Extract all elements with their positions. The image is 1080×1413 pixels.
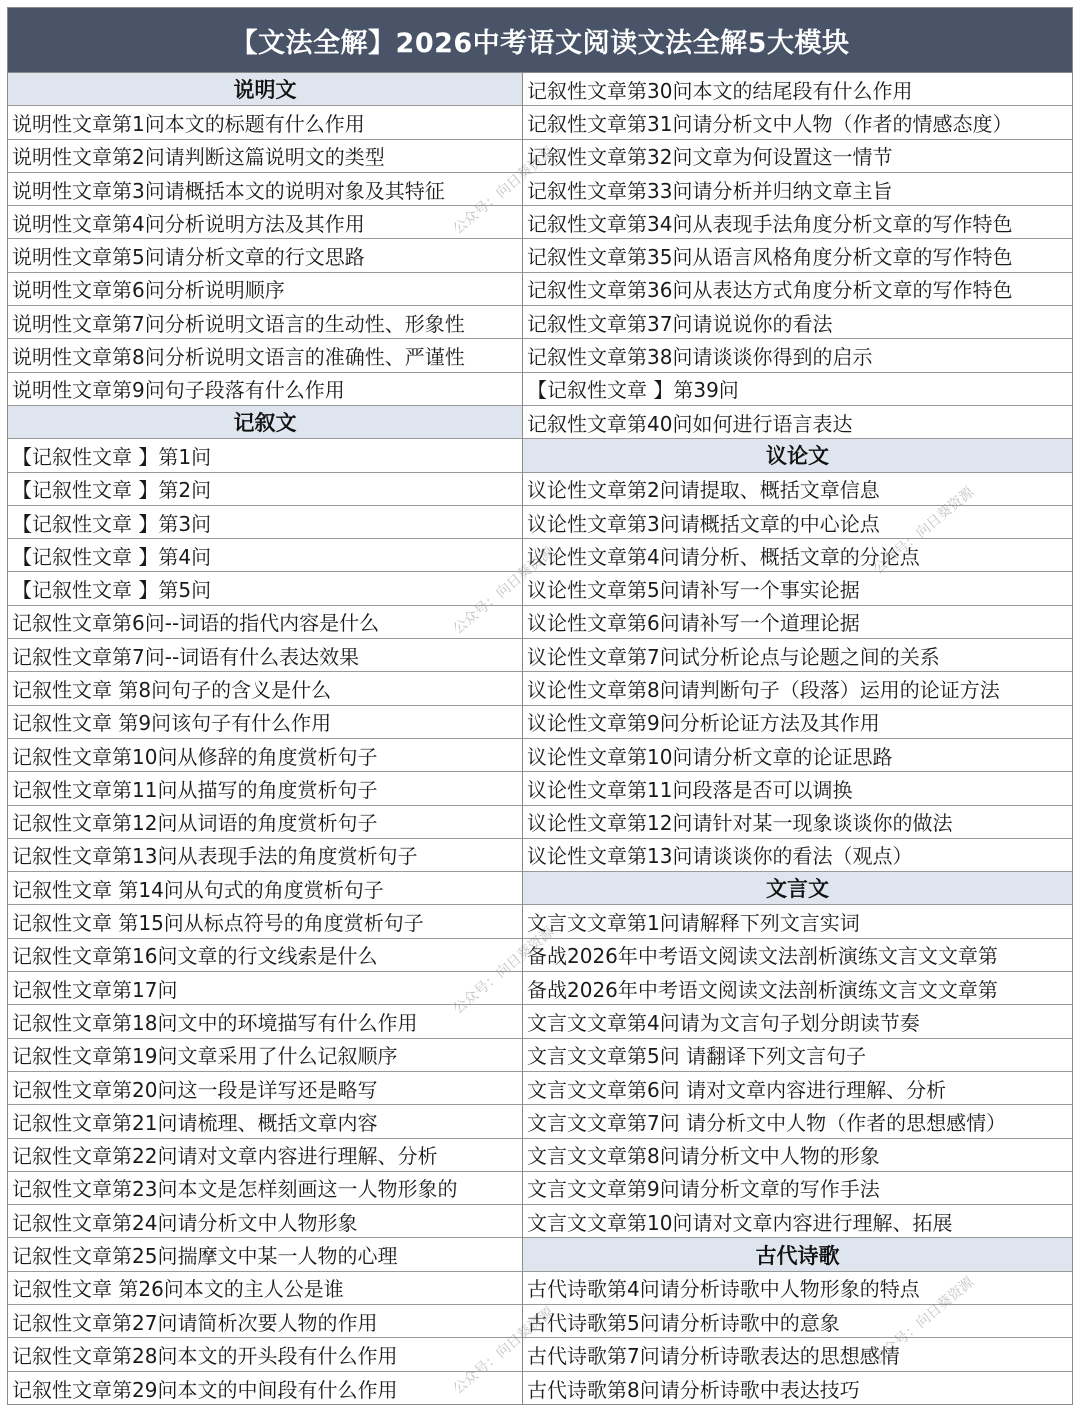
table-row: 文言文文章第4问请为文言句子划分朗读节奏 (523, 1005, 1072, 1038)
table-row: 记叙性文章第35问从语言风格角度分析文章的写作特色 (523, 239, 1072, 272)
table-row: 记叙性文章 第8问句子的含义是什么 (8, 672, 522, 705)
table-row: 说明性文章第9问句子段落有什么作用 (8, 373, 522, 406)
watermark-text: 公众号：向日葵资源 (450, 144, 558, 238)
table-row: 【记叙性文章 】第5问 (8, 572, 522, 605)
table-row: 记叙性文章第36问从表达方式角度分析文章的写作特色 (523, 273, 1072, 306)
left-column (8, 73, 523, 1405)
watermark-text: 公众号：向日葵资源 (450, 1304, 558, 1398)
watermark-text: 公众号：向日葵资源 (450, 924, 558, 1018)
table-row: 【记叙性文章 】第39问 (523, 373, 1072, 406)
table-row: 议论性文章第11问段落是否可以调换 (523, 772, 1072, 805)
table-row: 记叙性文章第33问请分析并归纳文章主旨 (523, 173, 1072, 206)
table-row: 记叙性文章第27问请简析次要人物的作用 (8, 1305, 522, 1338)
table-row: 文言文文章第7问 请分析文中人物（作者的思想感情） (523, 1105, 1072, 1138)
table-row: 议论性文章第8问请判断句子（段落）运用的论证方法 (523, 672, 1072, 705)
table-row: 文言文文章第1问请解释下列文言实词 (523, 905, 1072, 938)
watermark-text: 公众号：向日葵资源 (450, 544, 558, 638)
table-row: 说明性文章第6问分析说明顺序 (8, 273, 522, 306)
table-row: 议论性文章第4问请分析、概括文章的分论点 (523, 539, 1072, 572)
table-row: 备战2026年中考语文阅读文法剖析演练文言文文章第 (523, 939, 1072, 972)
table-row: 记叙性文章第40问如何进行语言表达 (523, 406, 1072, 439)
section-header: 说明文 (8, 73, 522, 106)
table-row: 记叙性文章第11问从描写的角度赏析句子 (8, 772, 522, 805)
table-row: 文言文文章第6问 请对文章内容进行理解、分析 (523, 1072, 1072, 1105)
table-row: 【记叙性文章 】第1问 (8, 439, 522, 472)
table-row: 说明性文章第2问请判断这篇说明文的类型 (8, 140, 522, 173)
table-row: 【记叙性文章 】第4问 (8, 539, 522, 572)
table-row: 议论性文章第5问请补写一个事实论据 (523, 572, 1072, 605)
table-row: 议论性文章第13问请谈谈你的看法（观点） (523, 839, 1072, 872)
table-row: 议论性文章第10问请分析文章的论证思路 (523, 739, 1072, 772)
table-row: 议论性文章第7问试分析论点与论题之间的关系 (523, 639, 1072, 672)
table-row: 议论性文章第3问请概括文章的中心论点 (523, 506, 1072, 539)
table-row: 说明性文章第4问分析说明方法及其作用 (8, 206, 522, 239)
table-row: 记叙性文章第19问文章采用了什么记叙顺序 (8, 1039, 522, 1072)
table-row: 备战2026年中考语文阅读文法剖析演练文言文文章第 (523, 972, 1072, 1005)
table-row: 文言文文章第5问 请翻译下列文言句子 (523, 1039, 1072, 1072)
section-header: 古代诗歌 (523, 1238, 1072, 1271)
table-row: 【记叙性文章 】第3问 (8, 506, 522, 539)
table-row: 记叙性文章第34问从表现手法角度分析文章的写作特色 (523, 206, 1072, 239)
table-row: 【记叙性文章 】第2问 (8, 473, 522, 506)
table-row: 记叙性文章第17问 (8, 972, 522, 1005)
watermark-text: 公众号：向日葵资源 (870, 484, 978, 578)
section-header: 文言文 (523, 872, 1072, 905)
table-row: 议论性文章第9问分析论证方法及其作用 (523, 706, 1072, 739)
table-row: 说明性文章第3问请概括本文的说明对象及其特征 (8, 173, 522, 206)
table-row: 记叙性文章 第15问从标点符号的角度赏析句子 (8, 905, 522, 938)
table-row: 记叙性文章第31问请分析文中人物（作者的情感态度） (523, 106, 1072, 139)
table-row: 议论性文章第12问请针对某一现象谈谈你的做法 (523, 806, 1072, 839)
table-row: 记叙性文章第32问文章为何设置这一情节 (523, 140, 1072, 173)
table-row: 记叙性文章第20问这一段是详写还是略写 (8, 1072, 522, 1105)
table-row: 记叙性文章第38问请谈谈你得到的启示 (523, 339, 1072, 372)
table-row: 记叙性文章第10问从修辞的角度赏析句子 (8, 739, 522, 772)
table-row: 记叙性文章第30问本文的结尾段有什么作用 (523, 73, 1072, 106)
table-row: 记叙性文章第21问请梳理、概括文章内容 (8, 1105, 522, 1138)
table-row: 文言文文章第10问请对文章内容进行理解、拓展 (523, 1205, 1072, 1238)
table-row: 记叙性文章第29问本文的中间段有什么作用 (12, 1377, 398, 1402)
table-row: 记叙性文章第6问--词语的指代内容是什么 (8, 606, 522, 639)
right-column (523, 73, 1072, 1405)
table-row: 议论性文章第2问请提取、概括文章信息 (523, 473, 1072, 506)
table-row: 古代诗歌第4问请分析诗歌中人物形象的特点 (523, 1272, 1072, 1305)
worksheet-table (7, 7, 1073, 1405)
table-row: 说明性文章第1问本文的标题有什么作用 (8, 106, 522, 139)
table-row: 古代诗歌第8问请分析诗歌中表达技巧 (527, 1377, 860, 1402)
table-row: 记叙性文章第12问从词语的角度赏析句子 (8, 806, 522, 839)
table-row: 记叙性文章第7问--词语有什么表达效果 (8, 639, 522, 672)
table-row: 记叙性文章第24问请分析文中人物形象 (8, 1205, 522, 1238)
table-row: 记叙性文章第13问从表现手法的角度赏析句子 (8, 839, 522, 872)
watermark-text: 公众号：向日葵资源 (870, 1274, 978, 1368)
table-row: 记叙性文章第16问文章的行文线索是什么 (8, 939, 522, 972)
table-row: 记叙性文章 第9问该句子有什么作用 (8, 706, 522, 739)
table-row: 古代诗歌第7问请分析诗歌表达的思想感情 (523, 1338, 1072, 1371)
table-row: 文言文文章第8问请分析文中人物的形象 (523, 1139, 1072, 1172)
table-row: 记叙性文章第22问请对文章内容进行理解、分析 (8, 1139, 522, 1172)
section-header: 议论文 (523, 439, 1072, 472)
table-row: 古代诗歌第5问请分析诗歌中的意象 (523, 1305, 1072, 1338)
table-row: 记叙性文章第37问请说说你的看法 (523, 306, 1072, 339)
table-row: 说明性文章第7问分析说明文语言的生动性、形象性 (8, 306, 522, 339)
section-header: 记叙文 (8, 406, 522, 439)
table-row: 文言文文章第9问请分析文章的写作手法 (523, 1172, 1072, 1205)
table-row: 记叙性文章第25问揣摩文中某一人物的心理 (8, 1238, 522, 1271)
page-title: 【文法全解】2026中考语文阅读文法全解5大模块 (8, 8, 1072, 73)
table-row: 记叙性文章 第14问从句式的角度赏析句子 (8, 872, 522, 905)
table-row: 说明性文章第5问请分析文章的行文思路 (8, 239, 522, 272)
table-row: 说明性文章第8问分析说明文语言的准确性、严谨性 (8, 339, 522, 372)
table-row: 记叙性文章 第26问本文的主人公是谁 (8, 1272, 522, 1305)
table-row: 记叙性文章第28问本文的开头段有什么作用 (8, 1338, 522, 1371)
table-row: 记叙性文章第18问文中的环境描写有什么作用 (8, 1005, 522, 1038)
table-row: 议论性文章第6问请补写一个道理论据 (523, 606, 1072, 639)
table-row: 记叙性文章第23问本文是怎样刻画这一人物形象的 (8, 1172, 522, 1205)
